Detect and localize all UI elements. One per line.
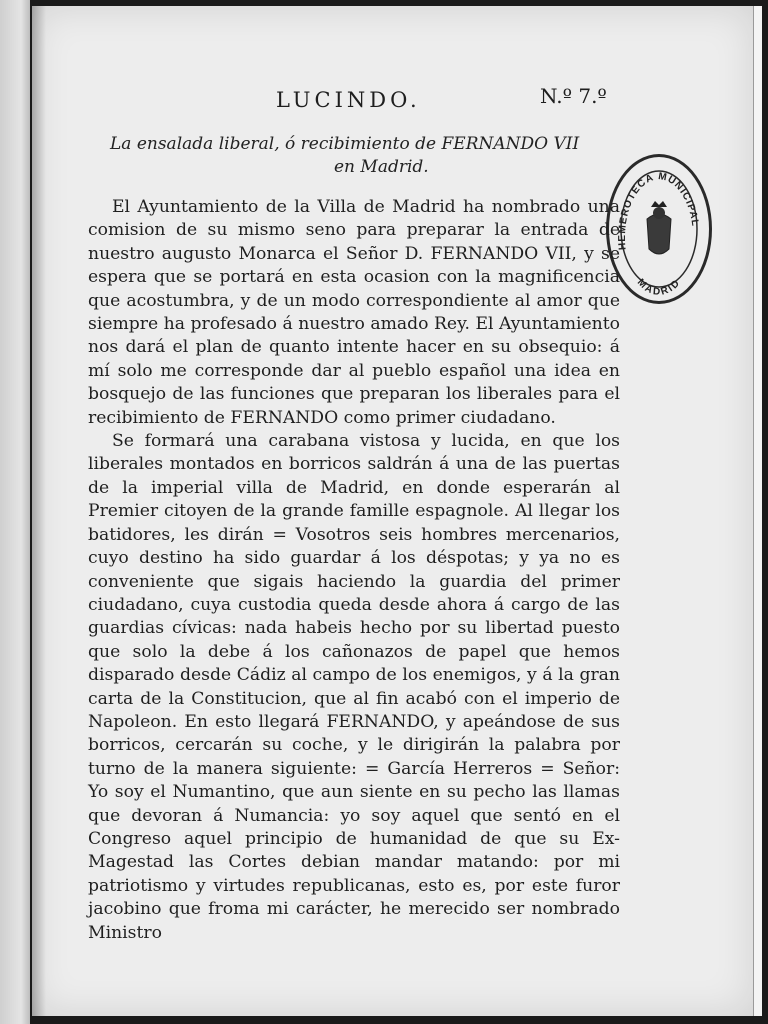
stamp-text: HEMEROTECA MUNICIPAL — [616, 171, 701, 251]
subtitle-line-2: en Madrid. — [334, 157, 429, 177]
svg-text:MADRID — [635, 277, 683, 298]
paragraph: Se formará una carabana vistosa y lucida, en que los liberales montados en borricos saldrán á una de las puertas de la imperial villa de Madrid, en donde esperarán al Premier citoyen de la grande famille espagnole. Al llegar los batidores, les dirán = Vosotros seis hombres mercenarios, cuyo destino ha sido guardar á los déspotas; y ya no es conveniente que sigais haciendo la guardia del primer ciudadano, cuya custodia queda desde ahora á cargo de las guardias cívicas: nada habeis hecho por su libertad puesto que solo la debe á los cañonazos de papel que hemos disparado desde Cádiz al campo de los enemigos, y á la gran carta de la Constitucion, que al fin acabó con el imperio de Napoleon. En esto llegará FERNANDO, y apeándose de sus borricos, cercarán su coche, y le dirigirán la palabra por turno de la manera siguiente: = García Herreros = Señor: Yo soy el Numantino, que aun siente en su pecho las llamas que devoran á Numancia: yo soy aquel que sentó en el Congreso aquel principio de humanidad de que su Ex-Magestad las Cortes debian mandar matando: por mi patriotismo y virtudes republicanas, esto es, por este furor jacobino que froma mi carácter, he merecido ser nombrado Ministro — [88, 431, 620, 943]
gutter-shadow — [32, 6, 46, 1016]
stamp-seal-icon — [609, 157, 709, 301]
page-header — [32, 84, 754, 114]
subtitle-line-1: La ensalada liberal, ó recibimiento de FERNANDO VII — [110, 134, 580, 154]
library-stamp — [606, 154, 712, 304]
article-body — [88, 196, 620, 945]
paragraph: El Ayuntamiento de la Villa de Madrid ha nombrado una comision de su mismo seno para preparar la entrada de nuestro augusto Monarca el Señor D. FERNANDO VII, y se espera que se portará en esta ocasion con la magnificencia que acostumbra, y de un modo correspondiente al amor que siempre ha profesado á nuestro amado Rey. El Ayuntamiento nos dará el plan de quanto intente hacer en su obsequio: á mí solo me corresponde dar al pueblo español una idea en bosquejo de las funciones que preparan los liberales para el recibimiento de FERNANDO como primer ciudadano. — [88, 197, 620, 428]
stamp-city: MADRID — [634, 276, 684, 298]
document-page — [32, 6, 754, 1016]
issue-number: N.º 7.º — [540, 84, 607, 108]
facing-page-edge — [0, 0, 30, 1024]
page-edge — [753, 6, 762, 1016]
page-subtitle — [110, 133, 610, 179]
page-title: LUCINDO. — [276, 88, 421, 112]
